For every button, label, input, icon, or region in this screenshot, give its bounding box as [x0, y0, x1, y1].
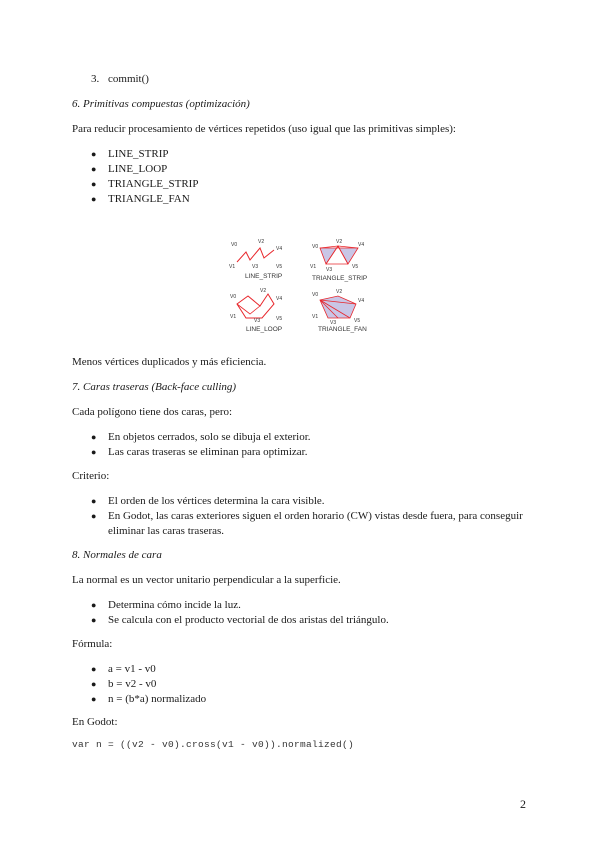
bullet: ●: [91, 194, 97, 204]
vertex-label: V5: [276, 316, 283, 322]
list-item: TRIANGLE_FAN: [108, 193, 190, 205]
list-item: En objetos cerrados, solo se dibuja el exterior.: [108, 431, 311, 443]
bullet: ●: [91, 664, 97, 674]
vertex-label: V2: [260, 288, 267, 294]
vertex-label: V0: [312, 244, 319, 250]
list-item: Se calcula con el producto vectorial de dos aristas del triángulo.: [108, 614, 389, 626]
vertex-label: V4: [276, 296, 283, 302]
godot-label: En Godot:: [72, 716, 118, 728]
vertex-label: V2: [258, 239, 265, 245]
bullet: ●: [91, 511, 97, 521]
vertex-label: V3: [326, 267, 333, 273]
section-6-intro: Para reducir procesamiento de vértices repetidos (uso igual que las primitivas simples):: [72, 123, 456, 135]
line-loop-diagram: [230, 288, 282, 333]
list-item: Determina cómo incide la luz.: [108, 599, 241, 611]
code-snippet: var n = ((v2 - v0).cross(v1 - v0)).normalized(): [72, 739, 355, 750]
vertex-label: V4: [358, 298, 365, 304]
bullet: ●: [91, 600, 97, 610]
triangle-strip-label: TRIANGLE_STRIP: [312, 275, 368, 282]
triangle-fan-diagram: [312, 289, 367, 333]
section-8-heading: 8. Normales de cara: [72, 549, 162, 561]
section-6-heading: 6. Primitivas compuestas (optimización): [72, 98, 250, 110]
formula-label: Fórmula:: [72, 638, 113, 650]
line-strip-diagram: [229, 239, 282, 280]
page-number: 2: [520, 797, 526, 811]
bullet: ●: [91, 149, 97, 159]
line-loop-label: LINE_LOOP: [246, 326, 283, 333]
list-item: Las caras traseras se eliminan para optimizar.: [108, 446, 308, 458]
section-7-intro: Cada polígono tiene dos caras, pero:: [72, 406, 233, 418]
bullet: ●: [91, 615, 97, 625]
vertex-label: V0: [230, 294, 237, 300]
formula-item: a = v1 - v0: [108, 663, 156, 675]
primitives-figure: [222, 234, 382, 338]
bullet: ●: [91, 496, 97, 506]
list-item: LINE_LOOP: [108, 163, 168, 175]
vertex-label: V3: [254, 318, 261, 324]
vertex-label: V3: [330, 320, 337, 326]
list-number: 3.: [91, 73, 100, 85]
vertex-label: V3: [252, 264, 259, 270]
criterio-label: Criterio:: [72, 470, 110, 482]
bullet: ●: [91, 164, 97, 174]
vertex-label: V4: [276, 246, 283, 252]
bullet: ●: [91, 179, 97, 189]
formula-item: n = (b*a) normalizado: [108, 693, 207, 705]
vertex-label: V5: [354, 318, 361, 324]
list-item: El orden de los vértices determina la cara visible.: [108, 495, 325, 507]
bullet: ●: [91, 432, 97, 442]
bullet: ●: [91, 679, 97, 689]
vertex-label: V4: [358, 242, 365, 248]
vertex-label: V2: [336, 239, 343, 245]
triangle-strip-diagram: [310, 239, 367, 282]
vertex-label: V5: [276, 264, 283, 270]
vertex-label: V1: [312, 314, 319, 320]
list-item: TRIANGLE_STRIP: [108, 178, 199, 190]
vertex-label: V1: [230, 314, 237, 320]
vertex-label: V1: [229, 264, 236, 270]
list-item-continuation: eliminar las caras traseras.: [108, 525, 225, 537]
section-6-conclusion: Menos vértices duplicados y más eficiencia.: [72, 356, 267, 368]
list-item: LINE_STRIP: [108, 148, 169, 160]
vertex-label: V0: [312, 292, 319, 298]
list-item-commit: commit(): [108, 73, 149, 85]
vertex-label: V0: [231, 242, 238, 248]
vertex-label: V1: [310, 264, 317, 270]
vertex-label: V2: [336, 289, 343, 295]
vertex-label: V5: [352, 264, 359, 270]
triangle-fan-label: TRIANGLE_FAN: [318, 326, 367, 333]
bullet: ●: [91, 694, 97, 704]
line-strip-label: LINE_STRIP: [245, 273, 283, 280]
section-7-heading: 7. Caras traseras (Back-face culling): [72, 381, 237, 393]
bullet: ●: [91, 447, 97, 457]
section-8-intro: La normal es un vector unitario perpendicular a la superficie.: [72, 574, 341, 586]
list-item: En Godot, las caras exteriores siguen el orden horario (CW) vistas desde fuera, para conseguir: [108, 510, 523, 522]
formula-item: b = v2 - v0: [108, 678, 157, 690]
